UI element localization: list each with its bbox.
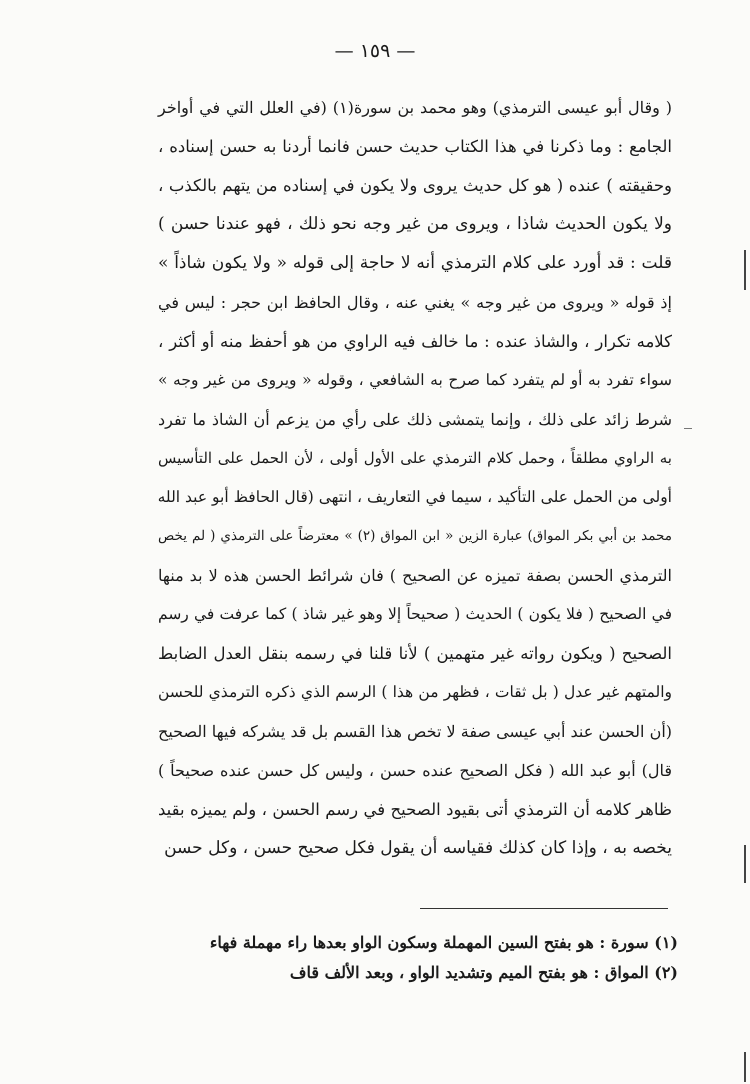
- text-line: قال) أبو عبد الله ( فكل الصحيح عنده حسن ، وليس كل حسن عنده صحيحاً ): [158, 761, 672, 780]
- text-line: يخصه به ، وإذا كان كذلك فقياسه أن يقول فكل صحيح حسن ، وكل حسن: [164, 838, 672, 858]
- text-line: ولا يكون الحديث شاذا ، ويروى من غير وجه نحو ذلك ، فهو عندنا حسن ): [158, 214, 672, 234]
- text-line: ظاهر كلامه أن الترمذي أتى بقيود الصحيح في رسم الحسن ، ولم يميزه بقيد: [158, 800, 672, 819]
- scan-edge-mark: [744, 845, 746, 883]
- margin-mark: [684, 428, 692, 429]
- text-line: قلت : قد أورد على كلام الترمذي أنه لا حاجة إلى قوله « ولا يكون شاذاً »: [158, 253, 672, 273]
- text-line: به الراوي مطلقاً ، وحمل كلام الترمذي على الأول أولى ، لأن الحمل على التأسيس: [158, 449, 672, 467]
- footnotes: [148, 928, 678, 988]
- text-line: سواء تفرد به أو لم يتفرد كما صرح به الشافعي ، وقوله « ويروى من غير وجه »: [158, 371, 672, 389]
- text-line: وحقيقته ) عنده ( هو كل حديث يروى ولا يكون في إسناده من يتهم بالكذب ،: [158, 176, 672, 195]
- text-line: في الصحيح ( فلا يكون ) الحديث ( صحيحاً إلا وهو غير شاذ ) كما عرفت في رسم: [158, 605, 672, 623]
- text-line: الجامع : وما ذكرنا في هذا الكتاب حديث حسن فانما أردنا به حسن إسناده ،: [158, 137, 672, 156]
- text-line: شرط زائد على ذلك ، وإنما يتمشى ذلك على رأي من يزعم أن الشاذ ما تفرد: [158, 410, 672, 429]
- text-line: كلامه تكرار ، والشاذ عنده : ما خالف فيه الراوي من هو أحفظ منه أو أكثر ،: [158, 332, 672, 351]
- scan-edge-mark: [744, 250, 746, 290]
- text-line: والمتهم غير عدل ( بل ثقات ، فظهر من هذا ) الرسم الذي ذكره الترمذي للحسن: [158, 683, 672, 701]
- text-line: محمد بن أبي بكر المواق) عبارة الزين « ابن المواق (٢) » معترضاً على الترمذي ( لم يخص: [158, 528, 672, 544]
- scan-edge-mark: [744, 1052, 746, 1082]
- text-line: إذ قوله « ويروى من غير وجه » يغني عنه ، وقال الحافظ ابن حجر : ليس في: [158, 293, 672, 312]
- footnote-2: (٢) المواق : هو بفتح الميم وتشديد الواو ، وبعد الألف قاف: [289, 963, 678, 982]
- body-text: [158, 88, 672, 868]
- text-line: ( وقال أبو عيسى الترمذي) وهو محمد بن سورة(١) (في العلل التي في أواخر: [158, 98, 672, 117]
- text-line: الصحيح ( ويكون رواته غير متهمين ) لأنا قلنا في رسمه بنقل العدل الضابط: [158, 644, 672, 663]
- text-line: الترمذي الحسن بصفة تميزه عن الصحيح ) فان شرائط الحسن هذه لا بد منها: [158, 566, 672, 585]
- page-number: — ١٥٩ —: [334, 40, 416, 62]
- footnote-1: (١) سورة : هو بفتح السين المهملة وسكون الواو بعدها راء مهملة فهاء: [209, 933, 678, 952]
- footnote-divider: [420, 908, 668, 909]
- text-line: أولى من الحمل على التأكيد ، سيما في التعاريف ، انتهى (قال الحافظ أبو عبد الله: [157, 488, 672, 506]
- text-line: (أن الحسن عند أبي عيسى صفة لا تخص هذا القسم بل قد يشركه فيها الصحيح: [158, 722, 672, 741]
